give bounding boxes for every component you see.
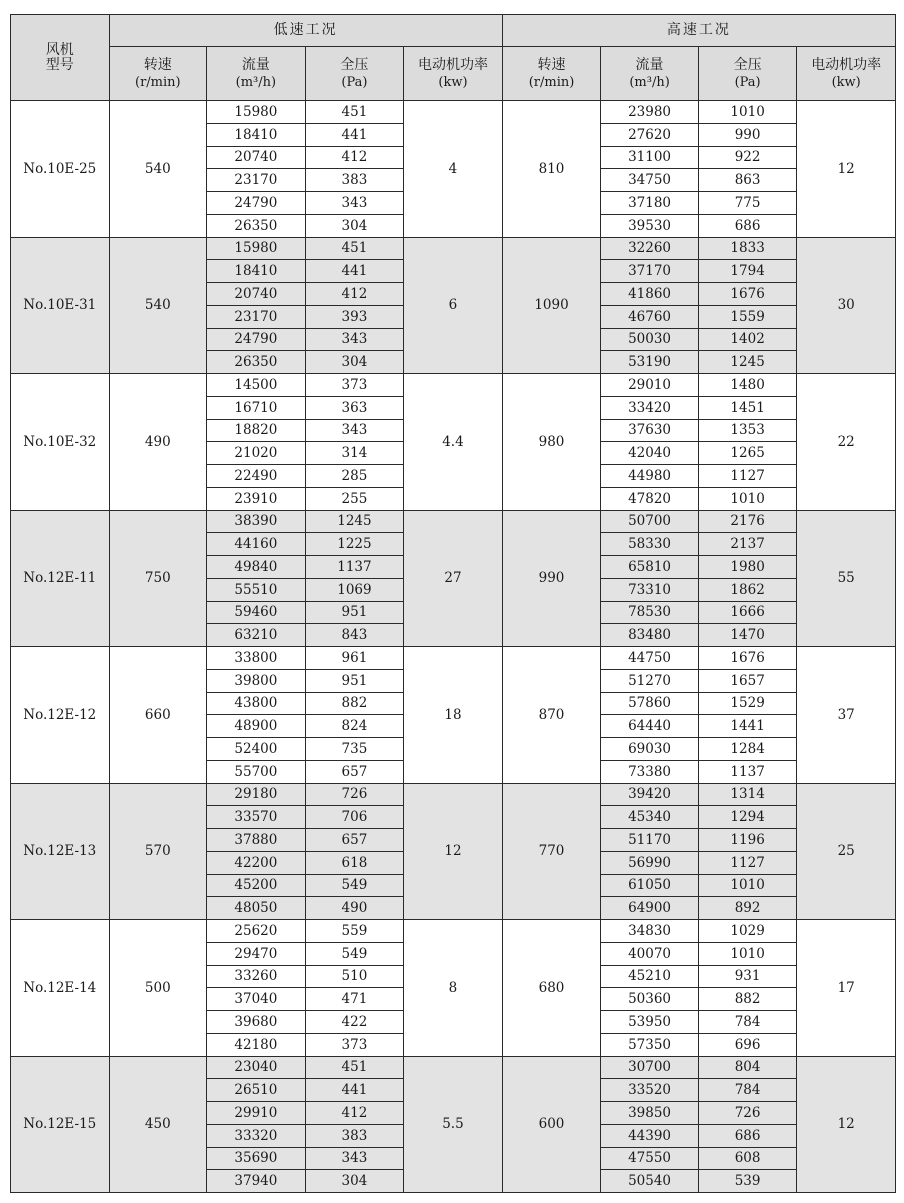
high-power-cell: 25 [797,783,896,920]
high-pressure-cell: 882 [698,988,797,1011]
high-flow-cell: 37170 [601,260,699,283]
high-pressure-cell: 608 [698,1147,797,1170]
fan-spec-table [10,14,896,1193]
high-flow-cell: 41860 [601,283,699,306]
low-pressure-cell: 373 [305,1033,404,1056]
high-flow-cell: 45340 [601,806,699,829]
low-flow-cell: 29910 [207,1102,306,1125]
low-pressure-cell: 735 [305,738,404,761]
high-flow-cell: 33420 [601,396,699,419]
low-pressure-cell: 373 [305,374,404,397]
table-header [11,15,896,101]
low-speed-col-header [109,47,207,101]
low-pressure-cell: 559 [305,920,404,943]
low-flow-cell: 15980 [207,101,306,124]
high-flow-cell: 39530 [601,214,699,237]
low-flow-cell: 22490 [207,465,306,488]
low-flow-cell: 29180 [207,783,306,806]
high-pressure-cell: 775 [698,192,797,215]
fan-model-group [11,647,896,784]
low-flow-cell: 38390 [207,510,306,533]
low-flow-cell: 59460 [207,601,306,624]
power-label: 电动机功率 [811,56,882,73]
high-pressure-cell: 1441 [698,715,797,738]
low-flow-cell: 33800 [207,647,306,670]
high-speed-cell: 870 [502,647,601,784]
high-power-col-header [797,47,896,101]
low-pressure-cell: 882 [305,692,404,715]
low-pressure-cell: 961 [305,647,404,670]
table-row [11,783,896,806]
high-pressure-cell: 892 [698,897,797,920]
low-power-cell: 27 [404,510,503,647]
low-flow-cell: 43800 [207,692,306,715]
low-flow-cell: 35690 [207,1147,306,1170]
high-pressure-cell: 1029 [698,920,797,943]
low-flow-cell: 20740 [207,146,306,169]
low-flow-cell: 39680 [207,1011,306,1034]
high-pressure-cell: 863 [698,169,797,192]
low-pressure-cell: 314 [305,442,404,465]
high-flow-cell: 50360 [601,988,699,1011]
low-flow-cell: 25620 [207,920,306,943]
low-pressure-cell: 383 [305,1124,404,1147]
low-flow-cell: 23040 [207,1056,306,1079]
high-flow-cell: 78530 [601,601,699,624]
high-flow-cell: 44750 [601,647,699,670]
high-flow-cell: 50030 [601,328,699,351]
pressure-unit: (Pa) [734,74,761,90]
high-pressure-cell: 804 [698,1056,797,1079]
low-pressure-cell: 441 [305,260,404,283]
low-flow-cell: 16710 [207,396,306,419]
high-flow-cell: 42040 [601,442,699,465]
low-power-cell: 4 [404,101,503,238]
low-pressure-cell: 951 [305,601,404,624]
low-pressure-cell: 1225 [305,533,404,556]
low-pressure-cell: 726 [305,783,404,806]
high-pressure-cell: 686 [698,1124,797,1147]
high-flow-cell: 53190 [601,351,699,374]
low-flow-cell: 21020 [207,442,306,465]
high-pressure-cell: 1353 [698,419,797,442]
high-flow-cell: 32260 [601,237,699,260]
low-flow-cell: 55700 [207,760,306,783]
low-pressure-cell: 285 [305,465,404,488]
low-flow-cell: 37940 [207,1170,306,1193]
low-power-cell: 18 [404,647,503,784]
high-power-cell: 17 [797,920,896,1057]
low-flow-col-header [207,47,306,101]
high-pressure-cell: 1794 [698,260,797,283]
high-pressure-cell: 1833 [698,237,797,260]
high-speed-group-header: 高速工况 [502,15,895,47]
low-pressure-cell: 441 [305,123,404,146]
low-flow-cell: 14500 [207,374,306,397]
low-power-cell: 6 [404,237,503,374]
high-flow-cell: 44390 [601,1124,699,1147]
high-pressure-cell: 1657 [698,669,797,692]
high-flow-cell: 64900 [601,897,699,920]
model-header-line2: 型号 [45,56,74,73]
low-pressure-cell: 657 [305,760,404,783]
low-pressure-cell: 451 [305,101,404,124]
high-flow-cell: 29010 [601,374,699,397]
low-pressure-cell: 843 [305,624,404,647]
model-cell: No.12E-15 [11,1056,110,1193]
low-power-cell: 8 [404,920,503,1057]
model-cell: No.12E-11 [11,510,110,647]
low-pressure-cell: 1069 [305,578,404,601]
high-flow-cell: 73310 [601,578,699,601]
high-pressure-cell: 1314 [698,783,797,806]
low-pressure-cell: 441 [305,1079,404,1102]
high-pressure-cell: 696 [698,1033,797,1056]
pressure-label: 全压 [733,56,762,73]
low-speed-cell: 750 [109,510,207,647]
flow-label: 流量 [241,56,270,73]
low-flow-cell: 33570 [207,806,306,829]
low-pressure-cell: 824 [305,715,404,738]
low-pressure-cell: 706 [305,806,404,829]
low-flow-cell: 29470 [207,942,306,965]
table-row [11,101,896,124]
high-pressure-cell: 1010 [698,874,797,897]
high-speed-cell: 980 [502,374,601,511]
high-flow-cell: 50700 [601,510,699,533]
low-pressure-cell: 343 [305,1147,404,1170]
high-speed-cell: 990 [502,510,601,647]
high-pressure-cell: 1666 [698,601,797,624]
speed-unit: (r/min) [135,74,181,90]
low-pressure-cell: 304 [305,351,404,374]
low-flow-cell: 42200 [207,851,306,874]
high-flow-cell: 30700 [601,1056,699,1079]
high-pressure-cell: 1402 [698,328,797,351]
high-pressure-cell: 726 [698,1102,797,1125]
low-flow-cell: 37040 [207,988,306,1011]
model-cell: No.10E-32 [11,374,110,511]
low-pressure-cell: 1245 [305,510,404,533]
low-pressure-cell: 951 [305,669,404,692]
high-pressure-cell: 1196 [698,829,797,852]
high-flow-cell: 51270 [601,669,699,692]
high-flow-cell: 56990 [601,851,699,874]
high-pressure-cell: 1284 [698,738,797,761]
power-unit: (kw) [831,74,861,90]
high-pressure-cell: 1294 [698,806,797,829]
low-pressure-cell: 471 [305,988,404,1011]
low-power-cell: 4.4 [404,374,503,511]
low-flow-cell: 24790 [207,328,306,351]
high-flow-cell: 37180 [601,192,699,215]
low-pressure-cell: 412 [305,283,404,306]
high-flow-cell: 53950 [601,1011,699,1034]
high-flow-cell: 31100 [601,146,699,169]
high-flow-cell: 27620 [601,123,699,146]
low-pressure-cell: 343 [305,192,404,215]
low-pressure-cell: 549 [305,874,404,897]
power-label: 电动机功率 [417,56,488,73]
high-flow-cell: 58330 [601,533,699,556]
high-flow-cell: 69030 [601,738,699,761]
low-power-col-header [404,47,503,101]
high-speed-col-header [502,47,601,101]
high-pressure-cell: 922 [698,146,797,169]
high-speed-cell: 810 [502,101,601,238]
high-pressure-cell: 1265 [698,442,797,465]
high-flow-col-header [601,47,699,101]
high-pressure-cell: 784 [698,1079,797,1102]
high-flow-cell: 65810 [601,556,699,579]
high-pressure-cell: 1010 [698,101,797,124]
high-speed-cell: 600 [502,1056,601,1193]
low-speed-cell: 450 [109,1056,207,1193]
high-pressure-cell: 931 [698,965,797,988]
low-speed-cell: 500 [109,920,207,1057]
fan-model-group [11,237,896,374]
low-speed-cell: 660 [109,647,207,784]
high-flow-cell: 64440 [601,715,699,738]
table-row [11,1056,896,1079]
high-flow-cell: 39850 [601,1102,699,1125]
low-power-cell: 12 [404,783,503,920]
low-flow-cell: 18410 [207,260,306,283]
speed-label: 转速 [143,56,172,73]
low-pressure-col-header [305,47,404,101]
high-flow-cell: 34830 [601,920,699,943]
low-flow-cell: 45200 [207,874,306,897]
high-flow-cell: 40070 [601,942,699,965]
fan-model-group [11,1056,896,1193]
speed-unit: (r/min) [528,74,575,90]
high-power-cell: 37 [797,647,896,784]
low-speed-cell: 490 [109,374,207,511]
high-pressure-cell: 1480 [698,374,797,397]
low-flow-cell: 63210 [207,624,306,647]
high-flow-cell: 34750 [601,169,699,192]
high-pressure-cell: 1559 [698,305,797,328]
high-pressure-cell: 1245 [698,351,797,374]
high-speed-cell: 680 [502,920,601,1057]
low-pressure-cell: 255 [305,487,404,510]
low-pressure-cell: 304 [305,214,404,237]
pressure-label: 全压 [340,56,369,73]
model-cell: No.12E-14 [11,920,110,1057]
low-pressure-cell: 549 [305,942,404,965]
table-row [11,237,896,260]
flow-unit: (m³/h) [235,74,277,90]
high-flow-cell: 39420 [601,783,699,806]
low-pressure-cell: 343 [305,419,404,442]
high-pressure-cell: 1862 [698,578,797,601]
low-speed-cell: 540 [109,237,207,374]
pressure-unit: (Pa) [341,74,368,90]
low-pressure-cell: 393 [305,305,404,328]
low-pressure-cell: 657 [305,829,404,852]
high-flow-cell: 73380 [601,760,699,783]
low-flow-cell: 48050 [207,897,306,920]
model-cell: No.12E-12 [11,647,110,784]
low-pressure-cell: 304 [305,1170,404,1193]
high-pressure-cell: 1676 [698,283,797,306]
table-row [11,647,896,670]
high-flow-cell: 44980 [601,465,699,488]
model-cell: No.10E-31 [11,237,110,374]
low-flow-cell: 42180 [207,1033,306,1056]
low-flow-cell: 33320 [207,1124,306,1147]
high-speed-cell: 1090 [502,237,601,374]
low-flow-cell: 37880 [207,829,306,852]
model-header-cell [11,15,110,101]
fan-model-group [11,101,896,238]
high-flow-cell: 57860 [601,692,699,715]
high-flow-cell: 37630 [601,419,699,442]
high-speed-cell: 770 [502,783,601,920]
speed-label: 转速 [537,56,566,73]
high-pressure-cell: 2137 [698,533,797,556]
high-pressure-cell: 1529 [698,692,797,715]
table-row [11,374,896,397]
low-flow-cell: 39800 [207,669,306,692]
fan-model-group [11,510,896,647]
low-speed-cell: 540 [109,101,207,238]
low-flow-cell: 24790 [207,192,306,215]
high-pressure-cell: 990 [698,123,797,146]
table-row [11,920,896,943]
low-pressure-cell: 618 [305,851,404,874]
low-flow-cell: 20740 [207,283,306,306]
high-flow-cell: 23980 [601,101,699,124]
low-pressure-cell: 510 [305,965,404,988]
low-flow-cell: 33260 [207,965,306,988]
low-flow-cell: 23170 [207,305,306,328]
low-pressure-cell: 451 [305,1056,404,1079]
high-power-cell: 55 [797,510,896,647]
low-pressure-cell: 383 [305,169,404,192]
high-pressure-cell: 784 [698,1011,797,1034]
low-pressure-cell: 490 [305,897,404,920]
low-pressure-cell: 412 [305,146,404,169]
high-flow-cell: 47550 [601,1147,699,1170]
low-flow-cell: 18410 [207,123,306,146]
flow-label: 流量 [635,56,664,73]
low-flow-cell: 26350 [207,214,306,237]
high-pressure-cell: 1980 [698,556,797,579]
low-flow-cell: 18820 [207,419,306,442]
high-pressure-cell: 539 [698,1170,797,1193]
model-cell: No.10E-25 [11,101,110,238]
low-flow-cell: 26510 [207,1079,306,1102]
low-flow-cell: 15980 [207,237,306,260]
high-flow-cell: 46760 [601,305,699,328]
high-pressure-cell: 1137 [698,760,797,783]
high-pressure-col-header [698,47,797,101]
fan-model-group [11,920,896,1057]
low-pressure-cell: 363 [305,396,404,419]
low-power-cell: 5.5 [404,1056,503,1193]
high-power-cell: 12 [797,101,896,238]
low-pressure-cell: 412 [305,1102,404,1125]
low-flow-cell: 44160 [207,533,306,556]
low-speed-cell: 570 [109,783,207,920]
high-pressure-cell: 1127 [698,851,797,874]
high-power-cell: 12 [797,1056,896,1193]
low-flow-cell: 23170 [207,169,306,192]
high-pressure-cell: 1010 [698,942,797,965]
low-flow-cell: 48900 [207,715,306,738]
low-flow-cell: 23910 [207,487,306,510]
model-cell: No.12E-13 [11,783,110,920]
high-flow-cell: 83480 [601,624,699,647]
fan-model-group [11,374,896,511]
high-pressure-cell: 2176 [698,510,797,533]
high-flow-cell: 51170 [601,829,699,852]
high-flow-cell: 50540 [601,1170,699,1193]
power-unit: (kw) [438,74,468,90]
high-pressure-cell: 686 [698,214,797,237]
high-pressure-cell: 1127 [698,465,797,488]
low-pressure-cell: 1137 [305,556,404,579]
fan-model-group [11,783,896,920]
low-pressure-cell: 451 [305,237,404,260]
high-flow-cell: 33520 [601,1079,699,1102]
high-pressure-cell: 1470 [698,624,797,647]
low-flow-cell: 49840 [207,556,306,579]
low-pressure-cell: 422 [305,1011,404,1034]
high-flow-cell: 57350 [601,1033,699,1056]
table-row [11,510,896,533]
low-pressure-cell: 343 [305,328,404,351]
high-pressure-cell: 1451 [698,396,797,419]
flow-unit: (m³/h) [629,74,670,90]
high-power-cell: 30 [797,237,896,374]
low-flow-cell: 55510 [207,578,306,601]
low-speed-group-header: 低速工况 [109,15,502,47]
high-power-cell: 22 [797,374,896,511]
low-flow-cell: 52400 [207,738,306,761]
high-flow-cell: 61050 [601,874,699,897]
model-header-line1: 风机 [45,41,74,58]
low-flow-cell: 26350 [207,351,306,374]
high-pressure-cell: 1676 [698,647,797,670]
high-flow-cell: 45210 [601,965,699,988]
high-pressure-cell: 1010 [698,487,797,510]
high-flow-cell: 47820 [601,487,699,510]
